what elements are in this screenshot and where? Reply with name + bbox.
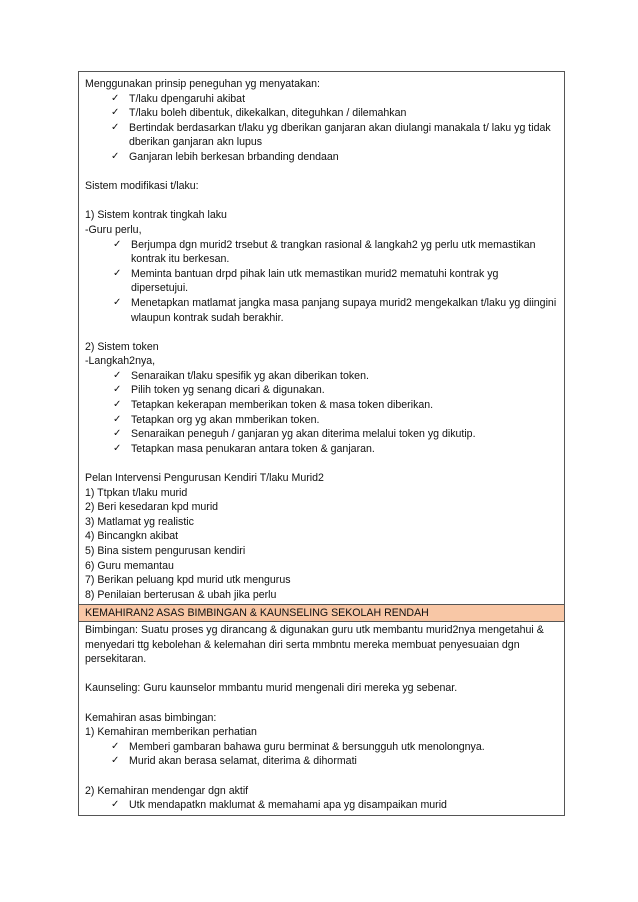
checkmark-icon: ✓: [113, 369, 122, 381]
checkmark-icon: ✓: [111, 92, 120, 104]
token-list: [85, 369, 558, 457]
checkmark-icon: ✓: [113, 413, 122, 425]
checkmark-icon: ✓: [113, 384, 122, 396]
checkmark-icon: ✓: [113, 296, 122, 308]
checkmark-icon: ✓: [113, 238, 122, 250]
checkmark-icon: ✓: [113, 267, 122, 279]
intervention-title: Pelan Intervensi Pengurusan Kendiri T/laku Murid2: [85, 472, 324, 485]
list-item: ✓ Pilih token yg senang dicari & digunakan.: [113, 384, 325, 397]
intervention-step: 7) Berikan peluang kpd murid utk mengurus: [85, 574, 291, 587]
checkmark-icon: ✓: [113, 428, 122, 440]
skill2-list: [85, 798, 558, 813]
skills-title: Kemahiran asas bimbingan:: [85, 711, 217, 724]
list-item: ✓ Berjumpa dgn murid2 trsebut & trangkan rasional & langkah2 yg perlu utk memastikan kontrak itu berkesan.: [113, 238, 536, 266]
list-item: ✓ Tetapkan masa penukaran antara token & ganjaran.: [113, 442, 375, 455]
list-item: ✓ Ganjaran lebih berkesan brbanding dendaan: [111, 150, 339, 163]
checkmark-icon: ✓: [111, 107, 120, 119]
skill1-title: 1) Kemahiran memberikan perhatian: [85, 726, 257, 739]
checkmark-icon: ✓: [111, 121, 120, 133]
intervention-step: 2) Beri kesedaran kpd murid: [85, 501, 219, 514]
modification-title: Sistem modifikasi t/laku:: [85, 180, 199, 193]
list-item: ✓ Tetapkan kekerapan memberikan token & masa token diberikan.: [113, 399, 434, 412]
contract-title: 1) Sistem kontrak tingkah laku: [85, 209, 227, 222]
table-cell-behaviour: [79, 72, 564, 604]
list-item: ✓ Bertindak berdasarkan t/laku yg dberikan ganjaran akan diulangi manakala t/ laku yg tidak dberikan ganjaran akn lupus: [111, 121, 551, 149]
contract-list: [85, 238, 558, 326]
list-item: ✓ Senaraikan t/laku spesifik yg akan diberikan token.: [113, 369, 369, 382]
token-title: 2) Sistem token: [85, 340, 159, 353]
checkmark-icon: ✓: [113, 442, 122, 454]
intervention-step: 6) Guru memantau: [85, 559, 174, 572]
list-item: ✓ Murid akan berasa selamat, diterima & dihormati: [111, 755, 357, 768]
checkmark-icon: ✓: [111, 799, 120, 811]
intervention-step: 4) Bincangkn akibat: [85, 530, 179, 543]
list-item: ✓ Senaraikan peneguh / ganjaran yg akan diterima melalui token yg dikutip.: [113, 428, 476, 441]
bimbingan-definition: Bimbingan: Suatu proses yg dirancang & digunakan guru utk membantu murid2nya mengetahui & menyedari ttg kebolehan & kelemahan diri serta mmbntu mereka membuat penyesuaian dgn persekitaran.: [85, 623, 544, 666]
list-item: ✓ T/laku boleh dibentuk, dikekalkan, diteguhkan / dilemahkan: [111, 107, 407, 120]
token-sub: -Langkah2nya,: [85, 355, 156, 368]
kaunseling-definition: Kaunseling: Guru kaunselor mmbantu murid mengenali diri mereka yg sebenar.: [85, 682, 458, 695]
skill1-list: [85, 740, 558, 769]
section-header: KEMAHIRAN2 ASAS BIMBINGAN & KAUNSELING SEKOLAH RENDAH: [79, 604, 564, 622]
list-item: ✓ Menetapkan matlamat jangka masa panjang supaya murid2 mengekalkan t/laku yg diingini wlaupun kontrak sudah berakhir.: [113, 296, 557, 324]
intervention-step: 5) Bina sistem pengurusan kendiri: [85, 545, 246, 557]
table-cell-guidance: [79, 622, 564, 815]
list-item: ✓ Tetapkan org yg akan mmberikan token.: [113, 413, 320, 426]
checkmark-icon: ✓: [111, 150, 120, 162]
intro-text: Menggunakan prinsip peneguhan yg menyatakan:: [85, 78, 320, 90]
list-item: ✓ Utk mendapatkn maklumat & memahami apa yg disampaikan murid: [111, 799, 447, 812]
intervention-step: 1) Ttpkan t/laku murid: [85, 486, 188, 499]
checkmark-icon: ✓: [113, 399, 122, 411]
checkmark-icon: ✓: [111, 740, 120, 752]
skill2-title: 2) Kemahiran mendengar dgn aktif: [85, 784, 249, 797]
intervention-step: 8) Penilaian berterusan & ubah jika perlu: [85, 588, 277, 601]
checkmark-icon: ✓: [111, 755, 120, 767]
list-item: ✓ Meminta bantuan drpd pihak lain utk memastikan murid2 mematuhi kontrak yg dipersetujui.: [113, 267, 499, 295]
notes-table: [78, 71, 565, 816]
contract-sub: -Guru perlu,: [85, 223, 142, 236]
list-item: ✓ Memberi gambaran bahawa guru berminat & bersungguh utk menolongnya.: [111, 740, 485, 753]
list-item: ✓ T/laku dpengaruhi akibat: [111, 92, 246, 105]
principles-list: [85, 92, 558, 165]
intervention-step: 3) Matlamat yg realistic: [85, 515, 194, 528]
